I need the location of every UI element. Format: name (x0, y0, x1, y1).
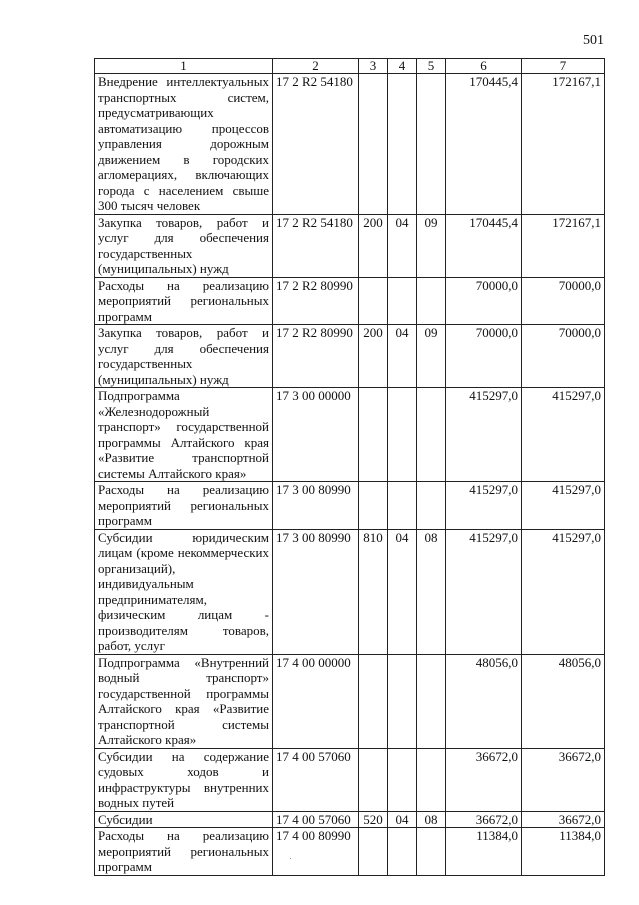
row-col-3 (359, 74, 388, 215)
row-value-7: 36672,0 (522, 811, 605, 828)
row-code: 17 4 00 00000 (273, 654, 359, 748)
row-code: 17 3 00 00000 (273, 388, 359, 482)
row-code: 17 2 R2 54180 (273, 214, 359, 277)
row-col-3 (359, 748, 388, 811)
table-row (95, 748, 605, 811)
header-col-2: 2 (273, 59, 359, 74)
row-col-5: 08 (417, 811, 446, 828)
table-row (95, 277, 605, 325)
row-col-4 (388, 654, 417, 748)
header-row (95, 59, 605, 74)
row-value-6: 11384,0 (446, 828, 522, 876)
row-code: 17 2 R2 80990 (273, 277, 359, 325)
row-col-4 (388, 277, 417, 325)
row-value-6: 415297,0 (446, 529, 522, 654)
row-col-3 (359, 388, 388, 482)
row-value-7: 172167,1 (522, 214, 605, 277)
header-col-3: 3 (359, 59, 388, 74)
row-code: 17 4 00 80990 (273, 828, 359, 876)
row-value-7: 415297,0 (522, 482, 605, 530)
header-col-4: 4 (388, 59, 417, 74)
row-value-7: 11384,0 (522, 828, 605, 876)
budget-table (94, 58, 605, 876)
row-col-3: 520 (359, 811, 388, 828)
row-value-7: 70000,0 (522, 325, 605, 388)
row-col-4 (388, 388, 417, 482)
row-name: Внедрение интеллектуальных транспортных систем, предусматривающих автоматизацию процессов управления дорожным движением в городских агломерациях, включающих города с населением свыше 300 тысяч человек (95, 74, 273, 215)
row-col-5 (417, 74, 446, 215)
row-code: 17 4 00 57060 (273, 811, 359, 828)
row-name: Субсидии юридическим лицам (кроме некоммерческих организаций), индивидуальным предпринимателям, физическим лицам - производителям товаров, работ, услуг (95, 529, 273, 654)
row-col-5 (417, 482, 446, 530)
row-col-5 (417, 654, 446, 748)
table-row (95, 811, 605, 828)
table-row (95, 828, 605, 876)
row-col-3 (359, 654, 388, 748)
row-value-6: 70000,0 (446, 277, 522, 325)
row-col-5: 09 (417, 325, 446, 388)
row-name: Расходы на реализацию мероприятий региональных программ (95, 828, 273, 876)
row-value-6: 415297,0 (446, 482, 522, 530)
row-value-6: 70000,0 (446, 325, 522, 388)
table-row (95, 388, 605, 482)
row-col-3: 200 (359, 325, 388, 388)
row-name: Подпрограмма «Железнодорожный транспорт» государственной программы Алтайского края «Развитие транспортной системы Алтайского края» (95, 388, 273, 482)
row-col-4 (388, 482, 417, 530)
row-name: Расходы на реализацию мероприятий региональных программ (95, 482, 273, 530)
row-value-7: 172167,1 (522, 74, 605, 215)
row-col-4 (388, 828, 417, 876)
row-col-4 (388, 748, 417, 811)
row-value-6: 36672,0 (446, 811, 522, 828)
row-col-5 (417, 828, 446, 876)
row-value-6: 170445,4 (446, 214, 522, 277)
row-name: Подпрограмма «Внутренний водный транспорт» государственной программы Алтайского края «Развитие транспортной системы Алтайского края» (95, 654, 273, 748)
row-col-4: 04 (388, 811, 417, 828)
header-col-1: 1 (95, 59, 273, 74)
scan-speck (290, 858, 291, 859)
table-row (95, 482, 605, 530)
row-value-6: 48056,0 (446, 654, 522, 748)
table-row (95, 654, 605, 748)
table-row (95, 74, 605, 215)
row-code: 17 3 00 80990 (273, 482, 359, 530)
row-value-6: 170445,4 (446, 74, 522, 215)
row-col-3 (359, 482, 388, 530)
row-value-7: 415297,0 (522, 388, 605, 482)
table-row (95, 529, 605, 654)
row-name: Субсидии (95, 811, 273, 828)
row-col-4: 04 (388, 214, 417, 277)
row-col-4: 04 (388, 529, 417, 654)
row-value-7: 415297,0 (522, 529, 605, 654)
row-value-7: 70000,0 (522, 277, 605, 325)
table-row (95, 214, 605, 277)
row-col-5: 08 (417, 529, 446, 654)
row-col-3: 200 (359, 214, 388, 277)
row-code: 17 3 00 80990 (273, 529, 359, 654)
row-value-6: 36672,0 (446, 748, 522, 811)
row-col-4 (388, 74, 417, 215)
row-code: 17 2 R2 80990 (273, 325, 359, 388)
row-code: 17 2 R2 54180 (273, 74, 359, 215)
row-code: 17 4 00 57060 (273, 748, 359, 811)
header-col-6: 6 (446, 59, 522, 74)
row-value-6: 415297,0 (446, 388, 522, 482)
page-number: 501 (583, 33, 604, 48)
row-value-7: 36672,0 (522, 748, 605, 811)
row-col-5 (417, 388, 446, 482)
row-col-4: 04 (388, 325, 417, 388)
row-col-5 (417, 748, 446, 811)
row-col-5: 09 (417, 214, 446, 277)
header-col-7: 7 (522, 59, 605, 74)
row-col-5 (417, 277, 446, 325)
row-name: Закупка товаров, работ и услуг для обеспечения государственных (муниципальных) нужд (95, 325, 273, 388)
row-col-3 (359, 828, 388, 876)
row-name: Субсидии на содержание судовых ходов и инфраструктуры внутренних водных путей (95, 748, 273, 811)
table-header (95, 59, 605, 74)
row-col-3 (359, 277, 388, 325)
table-body (95, 74, 605, 876)
row-name: Расходы на реализацию мероприятий региональных программ (95, 277, 273, 325)
row-value-7: 48056,0 (522, 654, 605, 748)
row-col-3: 810 (359, 529, 388, 654)
table-row (95, 325, 605, 388)
row-name: Закупка товаров, работ и услуг для обеспечения государственных (муниципальных) нужд (95, 214, 273, 277)
header-col-5: 5 (417, 59, 446, 74)
